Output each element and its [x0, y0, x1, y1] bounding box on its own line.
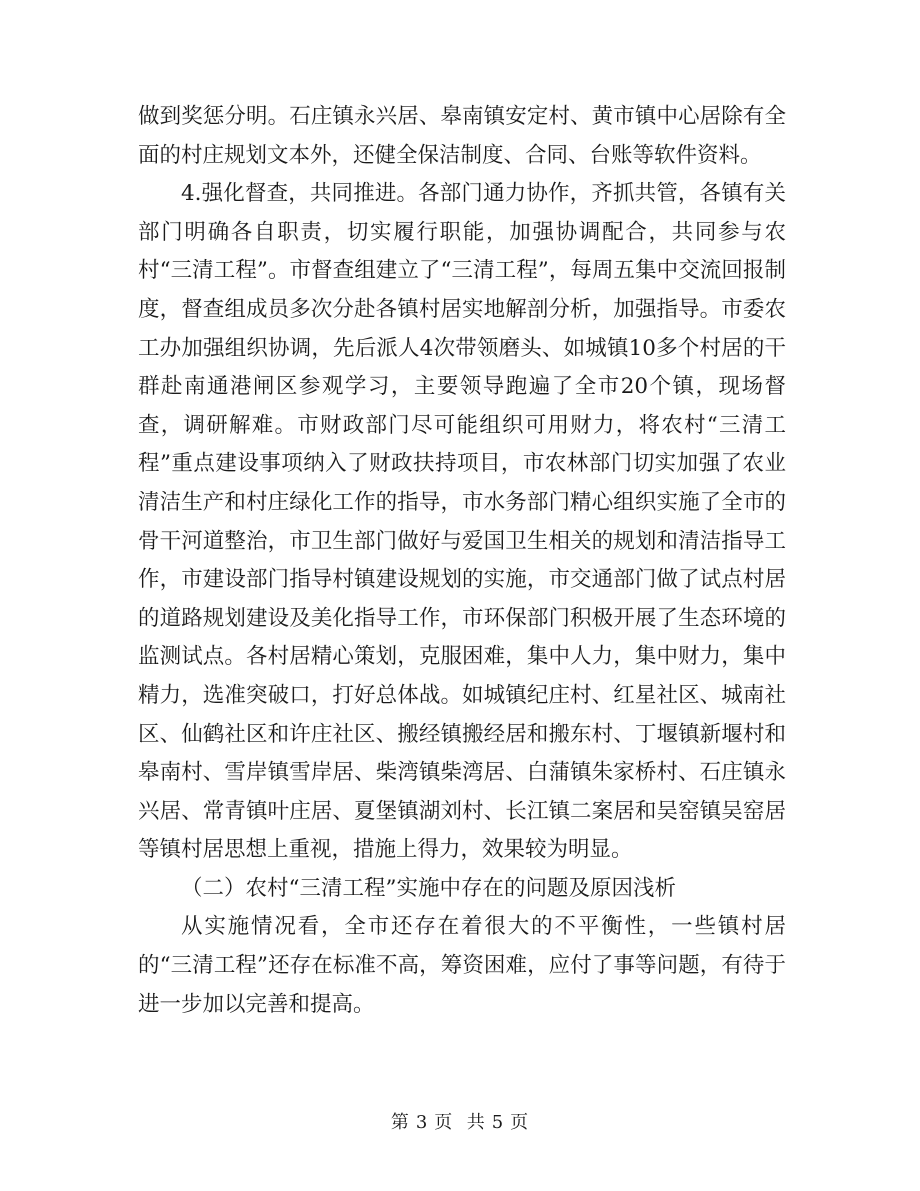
- footer-total-pages: 5: [491, 1112, 505, 1133]
- section-heading: （二）农村“三清工程”实施中存在的问题及原因浅析: [181, 875, 676, 901]
- paragraph-problems: 从实施情况看，全市还存在着很大的不平衡性，一些镇村居的“三清工程”还存在标准不高，筹资困难，应付了事等问题，有待于进一步加以完善和提高。: [138, 914, 786, 1017]
- document-body: [138, 98, 786, 1024]
- footer-prefix: 第: [390, 1112, 410, 1133]
- paragraph-continuation: 做到奖惩分明。石庄镇永兴居、皋南镇安定村、黄市镇中心居除有全面的村庄规划文本外，还健全保洁制度、合同、台账等软件资料。: [138, 104, 786, 168]
- footer-middle: 页 共: [434, 1112, 486, 1133]
- page-footer: [0, 1108, 920, 1134]
- footer-current-page: 3: [415, 1112, 429, 1133]
- paragraph-supervision: 4.强化督查，共同推进。各部门通力协作，齐抓共管，各镇有关部门明确各自职责，切实履行职能，加强协调配合，共同参与农村“三清工程”。市督查组建立了“三清工程”，每周五集中交流回报制度，督查组成员多次分赴各镇村居实地解剖分析，加强指导。市委农工办加强组织协调，先后派人4次带领磨头、如城镇10多个村居的干群赴南通港闸区参观学习，主要领导跑遍了全市20个镇，现场督查，调研解难。市财政部门尽可能组织可用财力，将农村“三清工程”重点建设事项纳入了财政扶持项目，市农林部门切实加强了农业清洁生产和村庄绿化工作的指导，市水务部门精心组织实施了全市的骨干河道整治，市卫生部门做好与爱国卫生相关的规划和清洁指导工作，市建设部门指导村镇建设规划的实施，市交通部门做了试点村居的道路规划建设及美化指导工作，市环保部门积极开展了生态环境的监测试点。各村居精心策划，克服困难，集中人力，集中财力，集中精力，选准突破口，打好总体战。如城镇纪庄村、红星社区、城南社区、仙鹤社区和许庄社区、搬经镇搬经居和搬东村、丁堰镇新堰村和皋南村、雪岸镇雪岸居、柴湾镇柴湾居、白蒲镇朱家桥村、石庄镇永兴居、常青镇叶庄居、夏堡镇湖刘村、长江镇二案居和吴窑镇吴窑居等镇村居思想上重视，措施上得力，效果较为明显。: [138, 181, 786, 863]
- footer-suffix: 页: [510, 1112, 530, 1133]
